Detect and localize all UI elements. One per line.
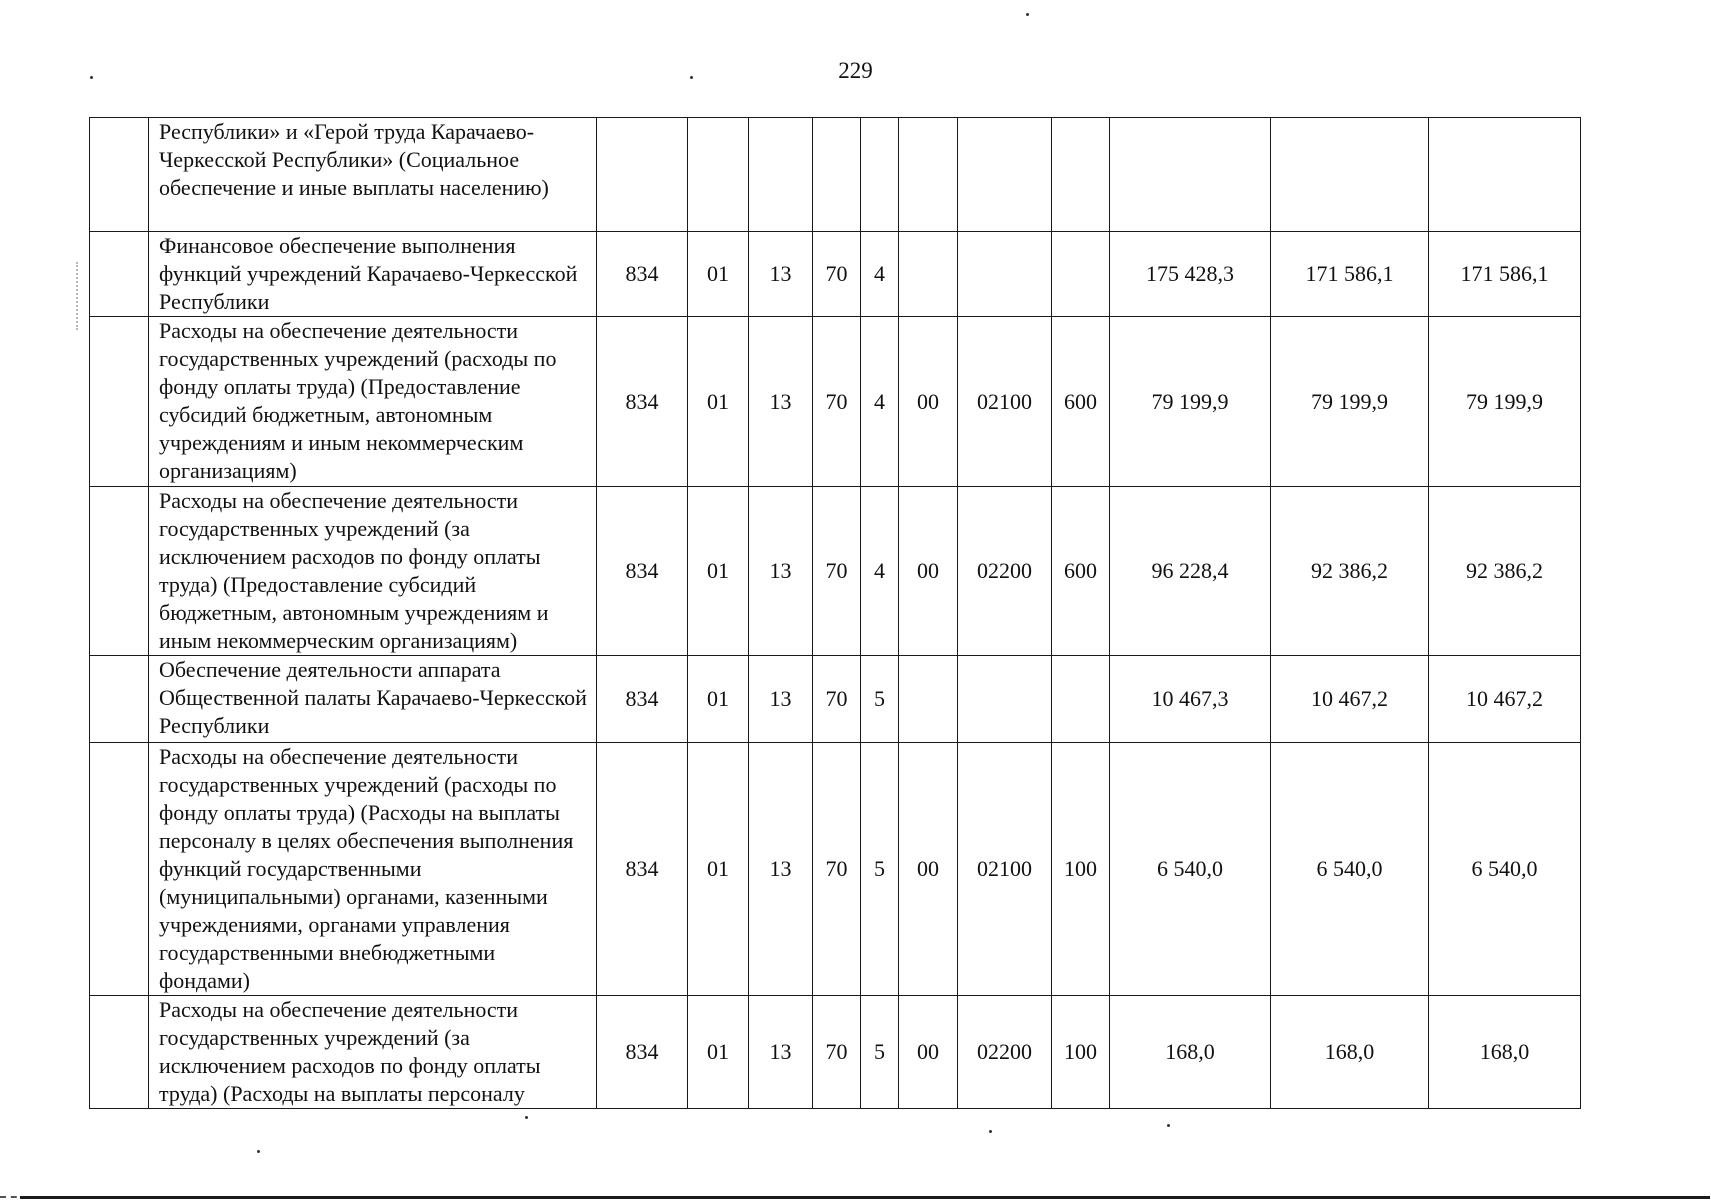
page-number: 229 (838, 58, 873, 83)
ministry-code-cell (597, 118, 688, 232)
ministry-code-cell: 834 (597, 487, 688, 656)
expense-code-cell: 02200 (958, 996, 1052, 1109)
amount-year2-cell: 92 386,2 (1271, 487, 1429, 656)
direction-code-cell (899, 118, 958, 232)
direction-code-cell (899, 656, 958, 743)
expense-code-cell (958, 118, 1052, 232)
direction-code-cell: 00 (899, 743, 958, 996)
amount-year2-cell: 10 467,2 (1271, 656, 1429, 743)
expense-name-cell: Расходы на обеспечение деятельности государственных учреждений (за исключением расходов по фонду оплаты труда) (Предоставление субсидий бюджетным, автономным учреждениям и иным некоммерческим организациям) (149, 487, 597, 656)
expense-name-cell: Расходы на обеспечение деятельности государственных учреждений (за исключением расходов по фонду оплаты труда) (Расходы на выплаты персоналу (149, 996, 597, 1109)
ministry-code-cell: 834 (597, 743, 688, 996)
subsection-code-cell (749, 118, 813, 232)
expense-type-cell: 100 (1052, 996, 1110, 1109)
table-row (90, 996, 1581, 1109)
scan-speck (989, 1130, 992, 1133)
amount-year3-cell: 6 540,0 (1429, 743, 1581, 996)
amount-year2-cell (1271, 118, 1429, 232)
table-row (90, 487, 1581, 656)
amount-year3-cell (1429, 118, 1581, 232)
row-index-cell (90, 118, 149, 232)
row-index-cell (90, 996, 149, 1109)
subprogram-code-cell: 5 (861, 996, 899, 1109)
subsection-code-cell: 13 (749, 743, 813, 996)
row-index-cell (90, 656, 149, 743)
expense-type-cell (1052, 232, 1110, 317)
amount-year1-cell: 175 428,3 (1110, 232, 1271, 317)
subsection-code-cell: 13 (749, 487, 813, 656)
amount-year1-cell: 168,0 (1110, 996, 1271, 1109)
expense-code-cell (958, 232, 1052, 317)
section-code-cell (688, 118, 749, 232)
amount-year2-cell: 168,0 (1271, 996, 1429, 1109)
table-row (90, 743, 1581, 996)
ministry-code-cell: 834 (597, 996, 688, 1109)
scan-speck (1167, 1124, 1170, 1127)
expense-type-cell: 600 (1052, 317, 1110, 487)
expense-name-cell: Республики» и «Герой труда Карачаево-Черкесской Республики» (Социальное обеспечение и иные выплаты населению) (149, 118, 597, 232)
expense-type-cell (1052, 118, 1110, 232)
amount-year3-cell: 171 586,1 (1429, 232, 1581, 317)
amount-year1-cell: 96 228,4 (1110, 487, 1271, 656)
amount-year3-cell: 168,0 (1429, 996, 1581, 1109)
program-code-cell: 70 (813, 743, 861, 996)
row-index-cell (90, 487, 149, 656)
amount-year2-cell: 171 586,1 (1271, 232, 1429, 317)
expense-code-cell (958, 656, 1052, 743)
section-code-cell: 01 (688, 743, 749, 996)
amount-year2-cell: 79 199,9 (1271, 317, 1429, 487)
amount-year3-cell: 92 386,2 (1429, 487, 1581, 656)
subprogram-code-cell: 5 (861, 656, 899, 743)
section-code-cell: 01 (688, 487, 749, 656)
subprogram-code-cell: 4 (861, 232, 899, 317)
scan-speck (525, 1116, 528, 1119)
direction-code-cell: 00 (899, 487, 958, 656)
program-code-cell: 70 (813, 656, 861, 743)
amount-year3-cell: 79 199,9 (1429, 317, 1581, 487)
expense-code-cell: 02200 (958, 487, 1052, 656)
amount-year1-cell: 10 467,3 (1110, 656, 1271, 743)
scan-speck (90, 76, 93, 79)
section-code-cell: 01 (688, 232, 749, 317)
expense-name-cell: Финансовое обеспечение выполнения функций учреждений Карачаево-Черкесской Республики (149, 232, 597, 317)
ministry-code-cell: 834 (597, 656, 688, 743)
row-index-cell (90, 232, 149, 317)
subprogram-code-cell: 4 (861, 317, 899, 487)
expense-name-cell: Расходы на обеспечение деятельности государственных учреждений (расходы по фонду оплаты труда) (Расходы на выплаты персоналу в целях обеспечения выполнения функций государственными (муниципальными) органами, казенными учреждениями, органами управления государственными внебюджетными фондами) (149, 743, 597, 996)
amount-year3-cell: 10 467,2 (1429, 656, 1581, 743)
subprogram-code-cell: 4 (861, 487, 899, 656)
amount-year2-cell: 6 540,0 (1271, 743, 1429, 996)
program-code-cell (813, 118, 861, 232)
ministry-code-cell: 834 (597, 232, 688, 317)
program-code-cell: 70 (813, 317, 861, 487)
expense-type-cell: 100 (1052, 743, 1110, 996)
direction-code-cell: 00 (899, 317, 958, 487)
amount-year1-cell: 6 540,0 (1110, 743, 1271, 996)
subprogram-code-cell (861, 118, 899, 232)
amount-year1-cell: 79 199,9 (1110, 317, 1271, 487)
direction-code-cell (899, 232, 958, 317)
row-index-cell (90, 743, 149, 996)
amount-year1-cell (1110, 118, 1271, 232)
subsection-code-cell: 13 (749, 317, 813, 487)
scan-speck (690, 76, 693, 79)
program-code-cell: 70 (813, 487, 861, 656)
budget-table (89, 117, 1581, 1109)
subprogram-code-cell: 5 (861, 743, 899, 996)
ministry-code-cell: 834 (597, 317, 688, 487)
expense-type-cell: 600 (1052, 487, 1110, 656)
expense-name-cell: Расходы на обеспечение деятельности государственных учреждений (расходы по фонду оплаты труда) (Предоставление субсидий бюджетным, автономным учреждениям и иным некоммерческим организациям) (149, 317, 597, 487)
scan-speck (257, 1150, 260, 1153)
expense-name-cell: Обеспечение деятельности аппарата Общественной палаты Карачаево-Черкесской Республики (149, 656, 597, 743)
section-code-cell: 01 (688, 996, 749, 1109)
scan-page-edge (20, 1196, 1710, 1199)
row-index-cell (90, 317, 149, 487)
table-row (90, 317, 1581, 487)
section-code-cell: 01 (688, 317, 749, 487)
section-code-cell: 01 (688, 656, 749, 743)
program-code-cell: 70 (813, 996, 861, 1109)
subsection-code-cell: 13 (749, 996, 813, 1109)
expense-type-cell (1052, 656, 1110, 743)
program-code-cell: 70 (813, 232, 861, 317)
expense-code-cell: 02100 (958, 317, 1052, 487)
table-row (90, 232, 1581, 317)
subsection-code-cell: 13 (749, 656, 813, 743)
expense-code-cell: 02100 (958, 743, 1052, 996)
table-row (90, 118, 1581, 232)
scan-speck (1026, 13, 1029, 16)
direction-code-cell: 00 (899, 996, 958, 1109)
table-row (90, 656, 1581, 743)
subsection-code-cell: 13 (749, 232, 813, 317)
